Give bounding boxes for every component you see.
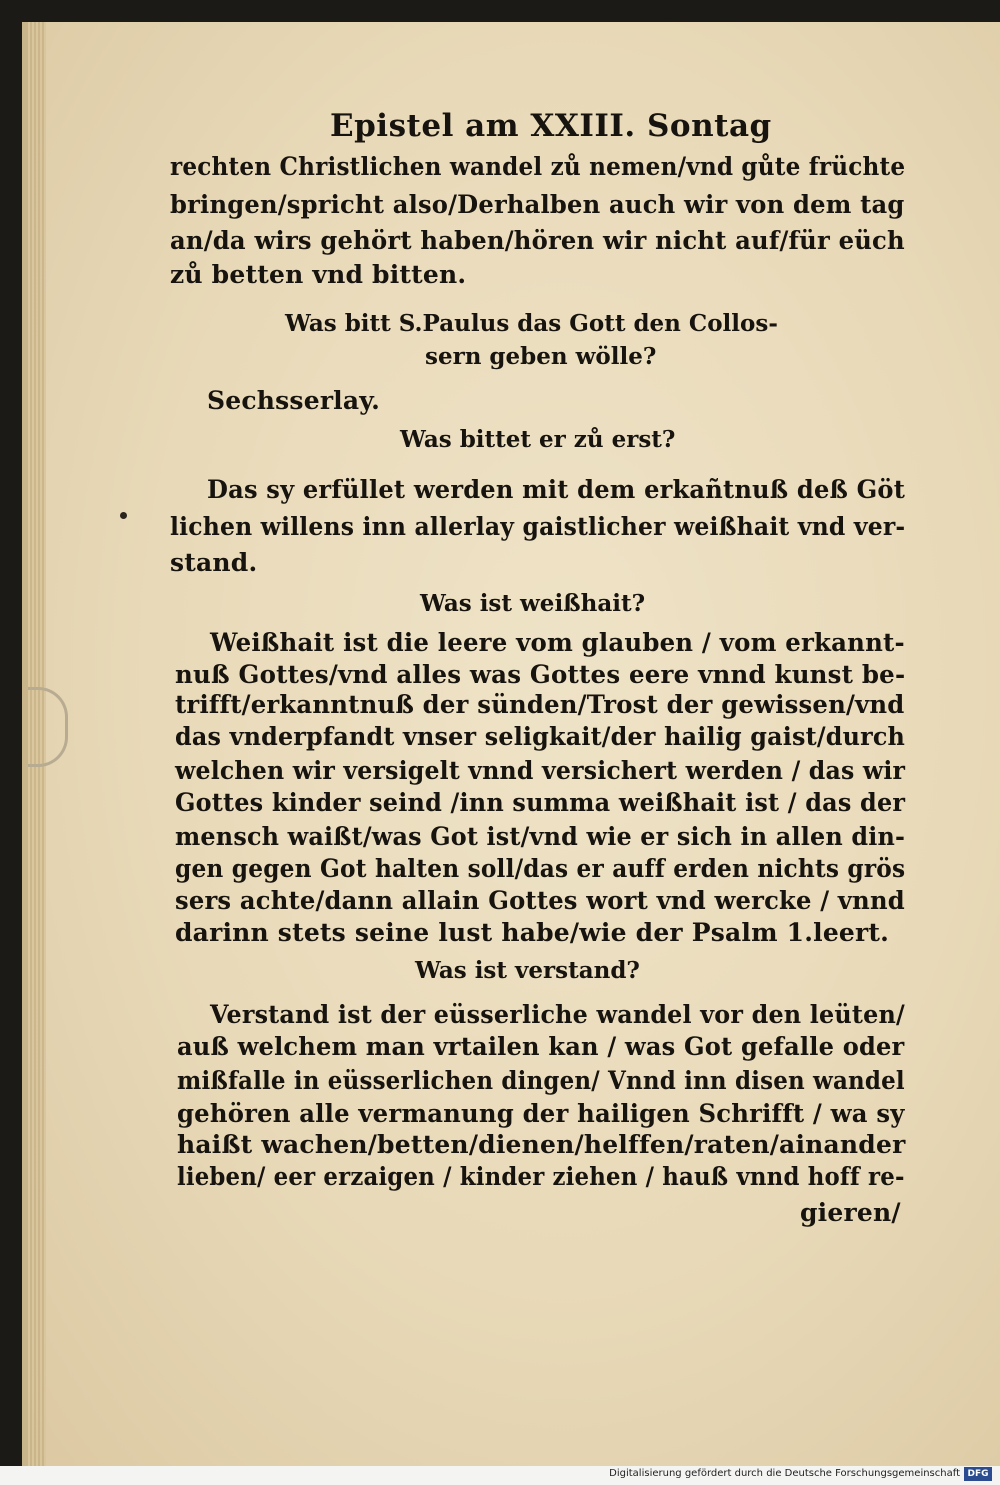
text-line: rechten Christlichen wandel zů nemen/vnd gůte früchte — [170, 152, 906, 181]
answer-line: mensch waißt/was Got ist/vnd wie er sich in allen din- — [175, 822, 906, 851]
funding-credit: Digitalisierung gefördert durch die Deutsche Forschungsgemeinschaft — [609, 1468, 960, 1479]
answer-line: auß welchem man vrtailen kan / was Got gefalle oder — [177, 1032, 905, 1061]
answer-line: Das sy erfüllet werden mit dem erkañtnuß deß Göt — [207, 475, 906, 504]
question-line: sern geben wölle? — [425, 343, 657, 370]
running-head: Epistel am XXIII. Sontag — [330, 108, 772, 144]
answer-line: Gottes kinder seind /inn summa weißhait ist / das der — [175, 788, 906, 817]
question-line: Was bittet er zů erst? — [400, 426, 676, 453]
answer-line: gehören alle vermanung der hailigen Schrifft / wa sy — [177, 1099, 905, 1128]
answer-line: nuß Gottes/vnd alles was Gottes eere vnnd kunst be- — [175, 660, 906, 689]
answer-line: lieben/ eer erzaigen / kinder ziehen / hauß vnnd hoff re- — [177, 1162, 905, 1191]
clasp — [28, 687, 68, 767]
answer-line: Weißhait ist die leere vom glauben / vom erkannt- — [210, 628, 905, 657]
answer-line: lichen willens inn allerlay gaistlicher weißhait vnd ver- — [170, 512, 906, 541]
text-line: bringen/spricht also/Derhalben auch wir von dem tag — [170, 190, 905, 219]
answer-line: sers achte/dann allain Gottes wort vnd wercke / vnnd — [175, 886, 905, 915]
catchword: gieren/ — [800, 1198, 901, 1227]
answer-line: Sechsserlay. — [207, 386, 381, 415]
answer-line: darinn stets seine lust habe/wie der Psalm 1.leert. — [175, 918, 890, 947]
question-line: Was ist verstand? — [415, 957, 640, 984]
answer-line: trifft/erkanntnuß der sünden/Trost der gewissen/vnd — [175, 690, 905, 719]
answer-line: mißfalle in eüsserlichen dingen/ Vnnd inn disen wandel — [177, 1066, 905, 1095]
ink-spot — [120, 512, 127, 519]
dfg-logo: DFG — [964, 1467, 992, 1481]
text-line: zů betten vnd bitten. — [170, 260, 467, 289]
answer-line: das vnderpfandt vnser seligkait/der hailig gaist/durch — [175, 722, 906, 751]
question-line: Was ist weißhait? — [420, 590, 646, 617]
question-line: Was bitt S.Paulus das Gott den Collos- — [285, 310, 778, 337]
answer-line: Verstand ist der eüsserliche wandel vor den leüten/ — [210, 1000, 905, 1029]
answer-line: haißt wachen/betten/dienen/helffen/raten/ainander — [177, 1130, 906, 1159]
answer-line: welchen wir versigelt vnnd versichert werden / das wir — [175, 756, 906, 785]
answer-line: gen gegen Got halten soll/das er auff erden nichts grös — [175, 854, 906, 883]
answer-line: stand. — [170, 548, 258, 577]
text-line: an/da wirs gehört haben/hören wir nicht auf/für eüch — [170, 226, 905, 255]
